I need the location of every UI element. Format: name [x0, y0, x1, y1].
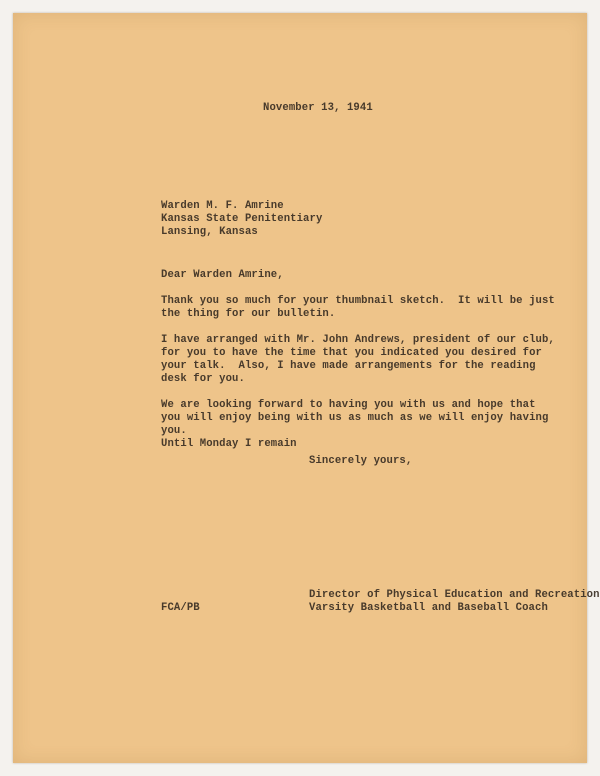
paragraph-3-line-3: you.	[161, 425, 187, 437]
paragraph-3-line-1: We are looking forward to having you with us and hope that	[161, 399, 536, 411]
paragraph-2-line-1: I have arranged with Mr. John Andrews, president of our club,	[161, 334, 555, 346]
paragraph-2-line-2: for you to have the time that you indicated you desired for	[161, 347, 542, 359]
recipient-name: Warden M. F. Amrine	[161, 200, 284, 212]
paragraph-3-line-2: you will enjoy being with us as much as we will enjoy having	[161, 412, 549, 424]
closing-line: Until Monday I remain	[161, 438, 297, 450]
paragraph-1-line-1: Thank you so much for your thumbnail sketch. It will be just	[161, 295, 555, 307]
reference-initials: FCA/PB	[161, 602, 200, 614]
signature-title-line-1: Director of Physical Education and Recreation	[309, 589, 600, 601]
salutation: Dear Warden Amrine,	[161, 269, 284, 281]
complimentary-close: Sincerely yours,	[309, 455, 413, 467]
letter-date: November 13, 1941	[263, 102, 373, 114]
recipient-location: Lansing, Kansas	[161, 226, 258, 238]
paragraph-2-line-3: your talk. Also, I have made arrangements for the reading	[161, 360, 536, 372]
signature-title-line-2: Varsity Basketball and Baseball Coach	[309, 602, 548, 614]
letter-page	[13, 13, 600, 763]
recipient-institution: Kansas State Penitentiary	[161, 213, 323, 225]
paragraph-2-line-4: desk for you.	[161, 373, 245, 385]
paragraph-1-line-2: the thing for our bulletin.	[161, 308, 336, 320]
